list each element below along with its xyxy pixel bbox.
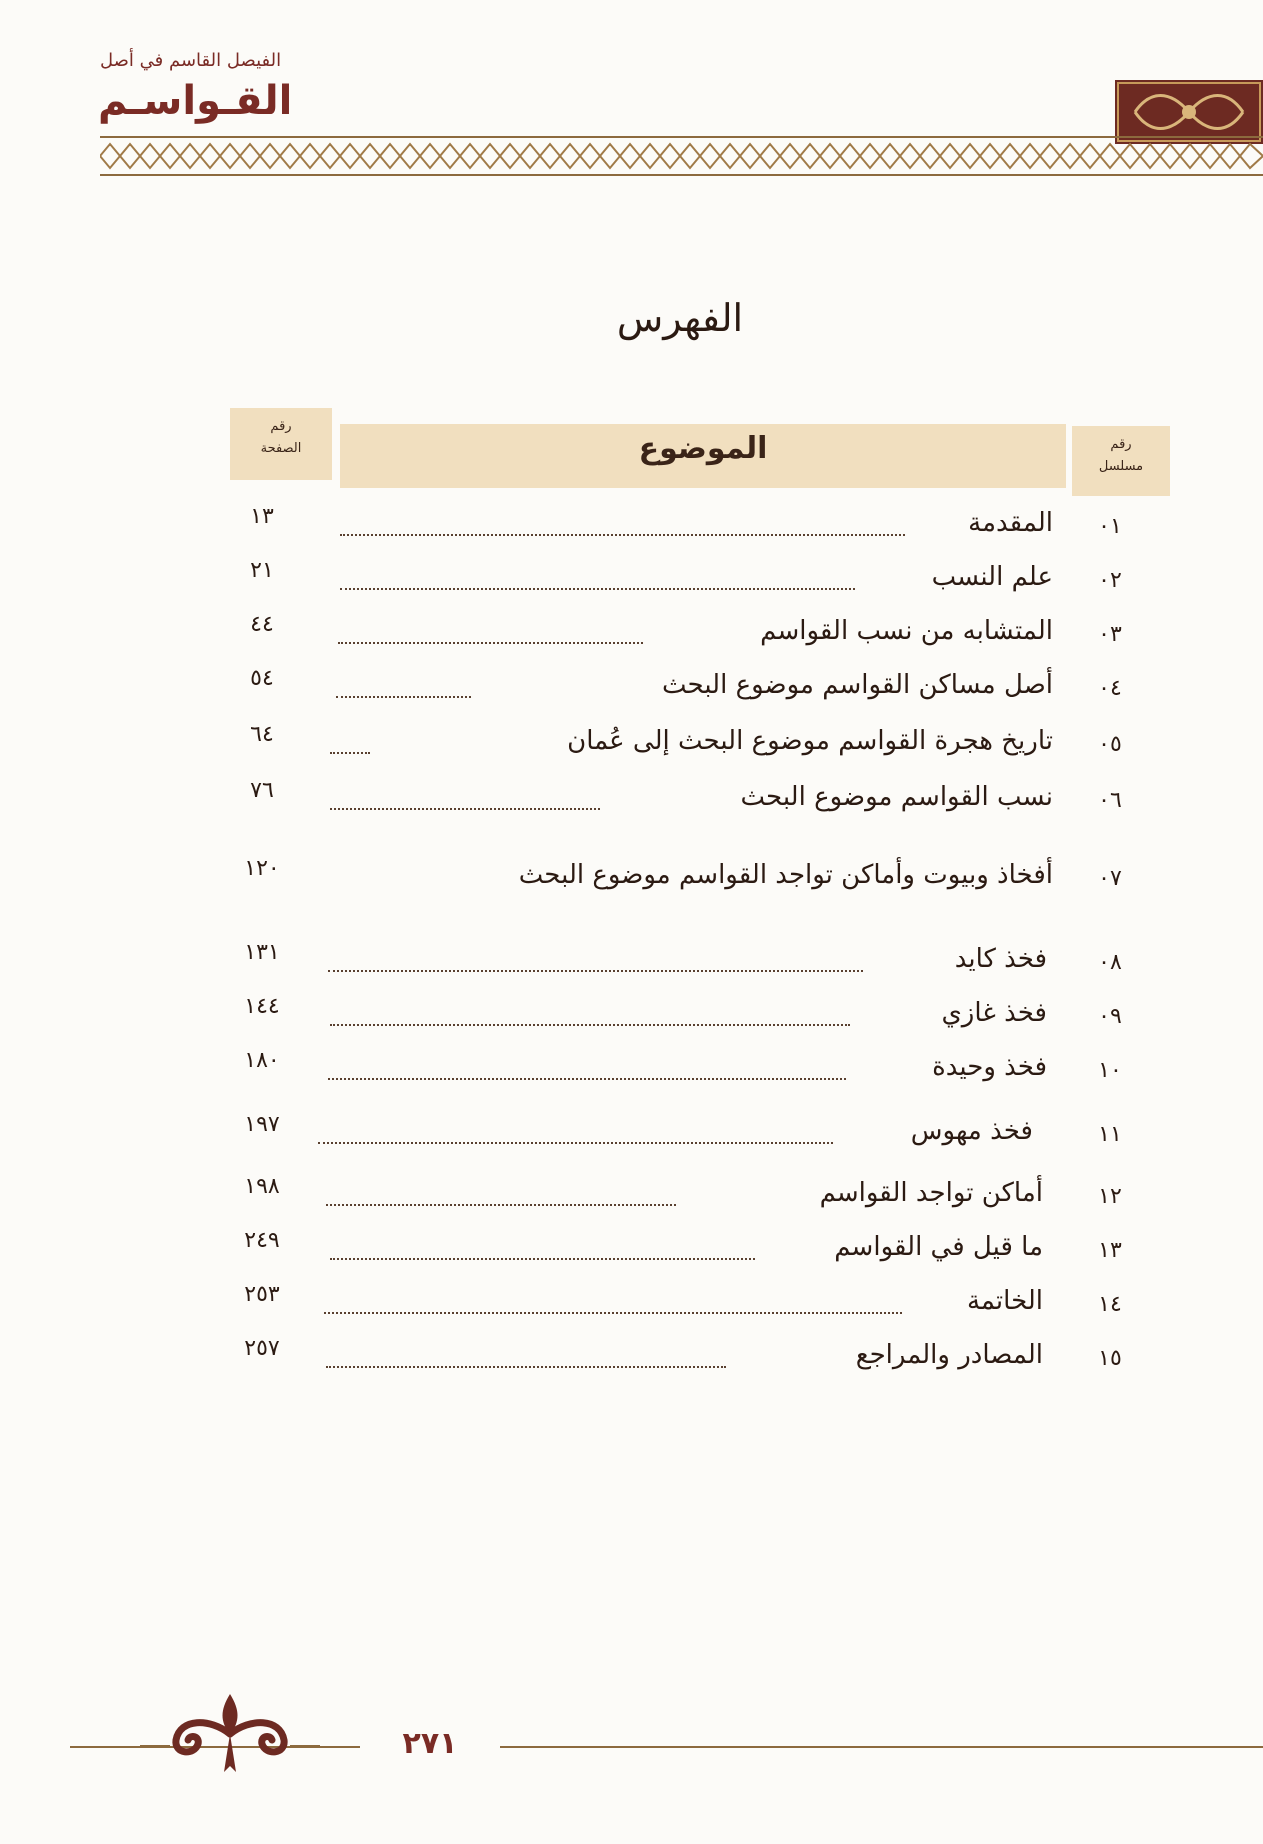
row-page: ٢٥٧: [244, 1336, 280, 1361]
book-title: القـواسـم: [98, 78, 293, 124]
row-topic: أصل مساكن القواسم موضوع البحث: [662, 670, 1053, 700]
row-topic: المصادر والمراجع: [855, 1340, 1043, 1370]
row-page: ١٤٤: [244, 994, 280, 1019]
row-serial: ١٣: [1098, 1238, 1122, 1263]
row-topic: نسب القواسم موضوع البحث: [740, 782, 1053, 812]
row-serial: ١١: [1098, 1122, 1122, 1147]
row-page: ٧٦: [250, 778, 274, 803]
serial-header-line2: مسلسل: [1098, 459, 1144, 474]
serial-column-header: [1072, 426, 1170, 496]
leader-dots: [330, 808, 600, 810]
toc-row: [0, 722, 1263, 766]
row-serial: ٠٦: [1098, 788, 1122, 813]
serial-header-line1: رقم: [1110, 437, 1132, 452]
row-topic: أفخاذ وبيوت وأماكن تواجد القواسم موضوع البحث: [518, 860, 1053, 890]
toc-row: [0, 778, 1263, 822]
row-page: ٥٤: [250, 666, 274, 691]
row-serial: ٠٣: [1098, 622, 1122, 647]
row-topic: فخذ مهوس: [910, 1116, 1033, 1146]
row-page: ٦٤: [250, 722, 274, 747]
leader-dots: [340, 534, 905, 536]
leader-dots: [330, 752, 370, 754]
toc-row: [0, 856, 1263, 900]
leader-dots: [340, 588, 855, 590]
row-topic: ما قيل في القواسم: [834, 1232, 1043, 1262]
row-serial: ٠٨: [1098, 950, 1122, 975]
row-page: ١٣١: [244, 940, 280, 965]
row-page: ١٢٠: [244, 856, 280, 881]
row-topic: فخذ وحيدة: [932, 1052, 1047, 1082]
row-topic: فخذ كايد: [954, 944, 1047, 974]
row-serial: ٠٩: [1098, 1004, 1122, 1029]
page-column-header: [230, 408, 332, 480]
row-topic: المتشابه من نسب القواسم: [760, 616, 1053, 646]
topic-column-header: الموضوع: [340, 424, 1066, 488]
book-subtitle: الفيصل القاسم في أصل: [100, 50, 282, 71]
row-topic: أماكن تواجد القواسم: [819, 1178, 1043, 1208]
row-serial: ١٤: [1098, 1292, 1122, 1317]
decorative-border: [100, 134, 1263, 178]
row-page: ٤٤: [250, 612, 274, 637]
leader-dots: [326, 1204, 676, 1206]
leader-dots: [336, 696, 471, 698]
page-header-line1: رقم: [270, 419, 292, 434]
row-serial: ٠١: [1098, 514, 1122, 539]
row-topic: تاريخ هجرة القواسم موضوع البحث إلى عُمان: [567, 726, 1053, 756]
toc-row: [0, 1336, 1263, 1380]
row-serial: ١٠: [1098, 1058, 1122, 1083]
leader-dots: [328, 1078, 846, 1080]
row-serial: ١٢: [1098, 1184, 1122, 1209]
row-serial: ٠٧: [1098, 866, 1122, 891]
toc-row: [0, 666, 1263, 710]
row-serial: ١٥: [1098, 1346, 1122, 1371]
leader-dots: [330, 1258, 755, 1260]
toc-row: [0, 1282, 1263, 1326]
leader-dots: [318, 1142, 833, 1144]
page-number: ٢٧١: [360, 1726, 500, 1761]
leader-dots: [326, 1366, 726, 1368]
toc-row: [0, 940, 1263, 984]
row-page: ٢٤٩: [244, 1228, 280, 1253]
toc-row: [0, 1048, 1263, 1092]
page-header-line2: الصفحة: [260, 441, 302, 456]
toc-row: [0, 994, 1263, 1038]
row-page: ١٩٧: [244, 1112, 280, 1137]
page-title: الفهرس: [616, 296, 744, 340]
row-serial: ٠٥: [1098, 732, 1122, 757]
row-topic: علم النسب: [931, 562, 1053, 592]
leader-dots: [338, 642, 643, 644]
toc-row: [0, 558, 1263, 602]
row-page: ٢١: [250, 558, 274, 583]
leader-dots: [324, 1312, 902, 1314]
row-page: ٢٥٣: [244, 1282, 280, 1307]
row-serial: ٠٢: [1098, 568, 1122, 593]
row-page: ١٩٨: [244, 1174, 280, 1199]
row-page: ١٣: [250, 504, 274, 529]
toc-row: [0, 1228, 1263, 1272]
toc-row: [0, 504, 1263, 548]
toc-row: [0, 1174, 1263, 1218]
toc-row: [0, 1112, 1263, 1156]
row-page: ١٨٠: [244, 1048, 280, 1073]
row-serial: ٠٤: [1098, 676, 1122, 701]
leader-dots: [328, 970, 863, 972]
row-topic: فخذ غازي: [941, 998, 1047, 1028]
toc-row: [0, 612, 1263, 656]
fleur-ornament-icon: [140, 1688, 320, 1778]
row-topic: الخاتمة: [966, 1286, 1043, 1316]
leader-dots: [330, 1024, 850, 1026]
row-topic: المقدمة: [968, 508, 1053, 538]
